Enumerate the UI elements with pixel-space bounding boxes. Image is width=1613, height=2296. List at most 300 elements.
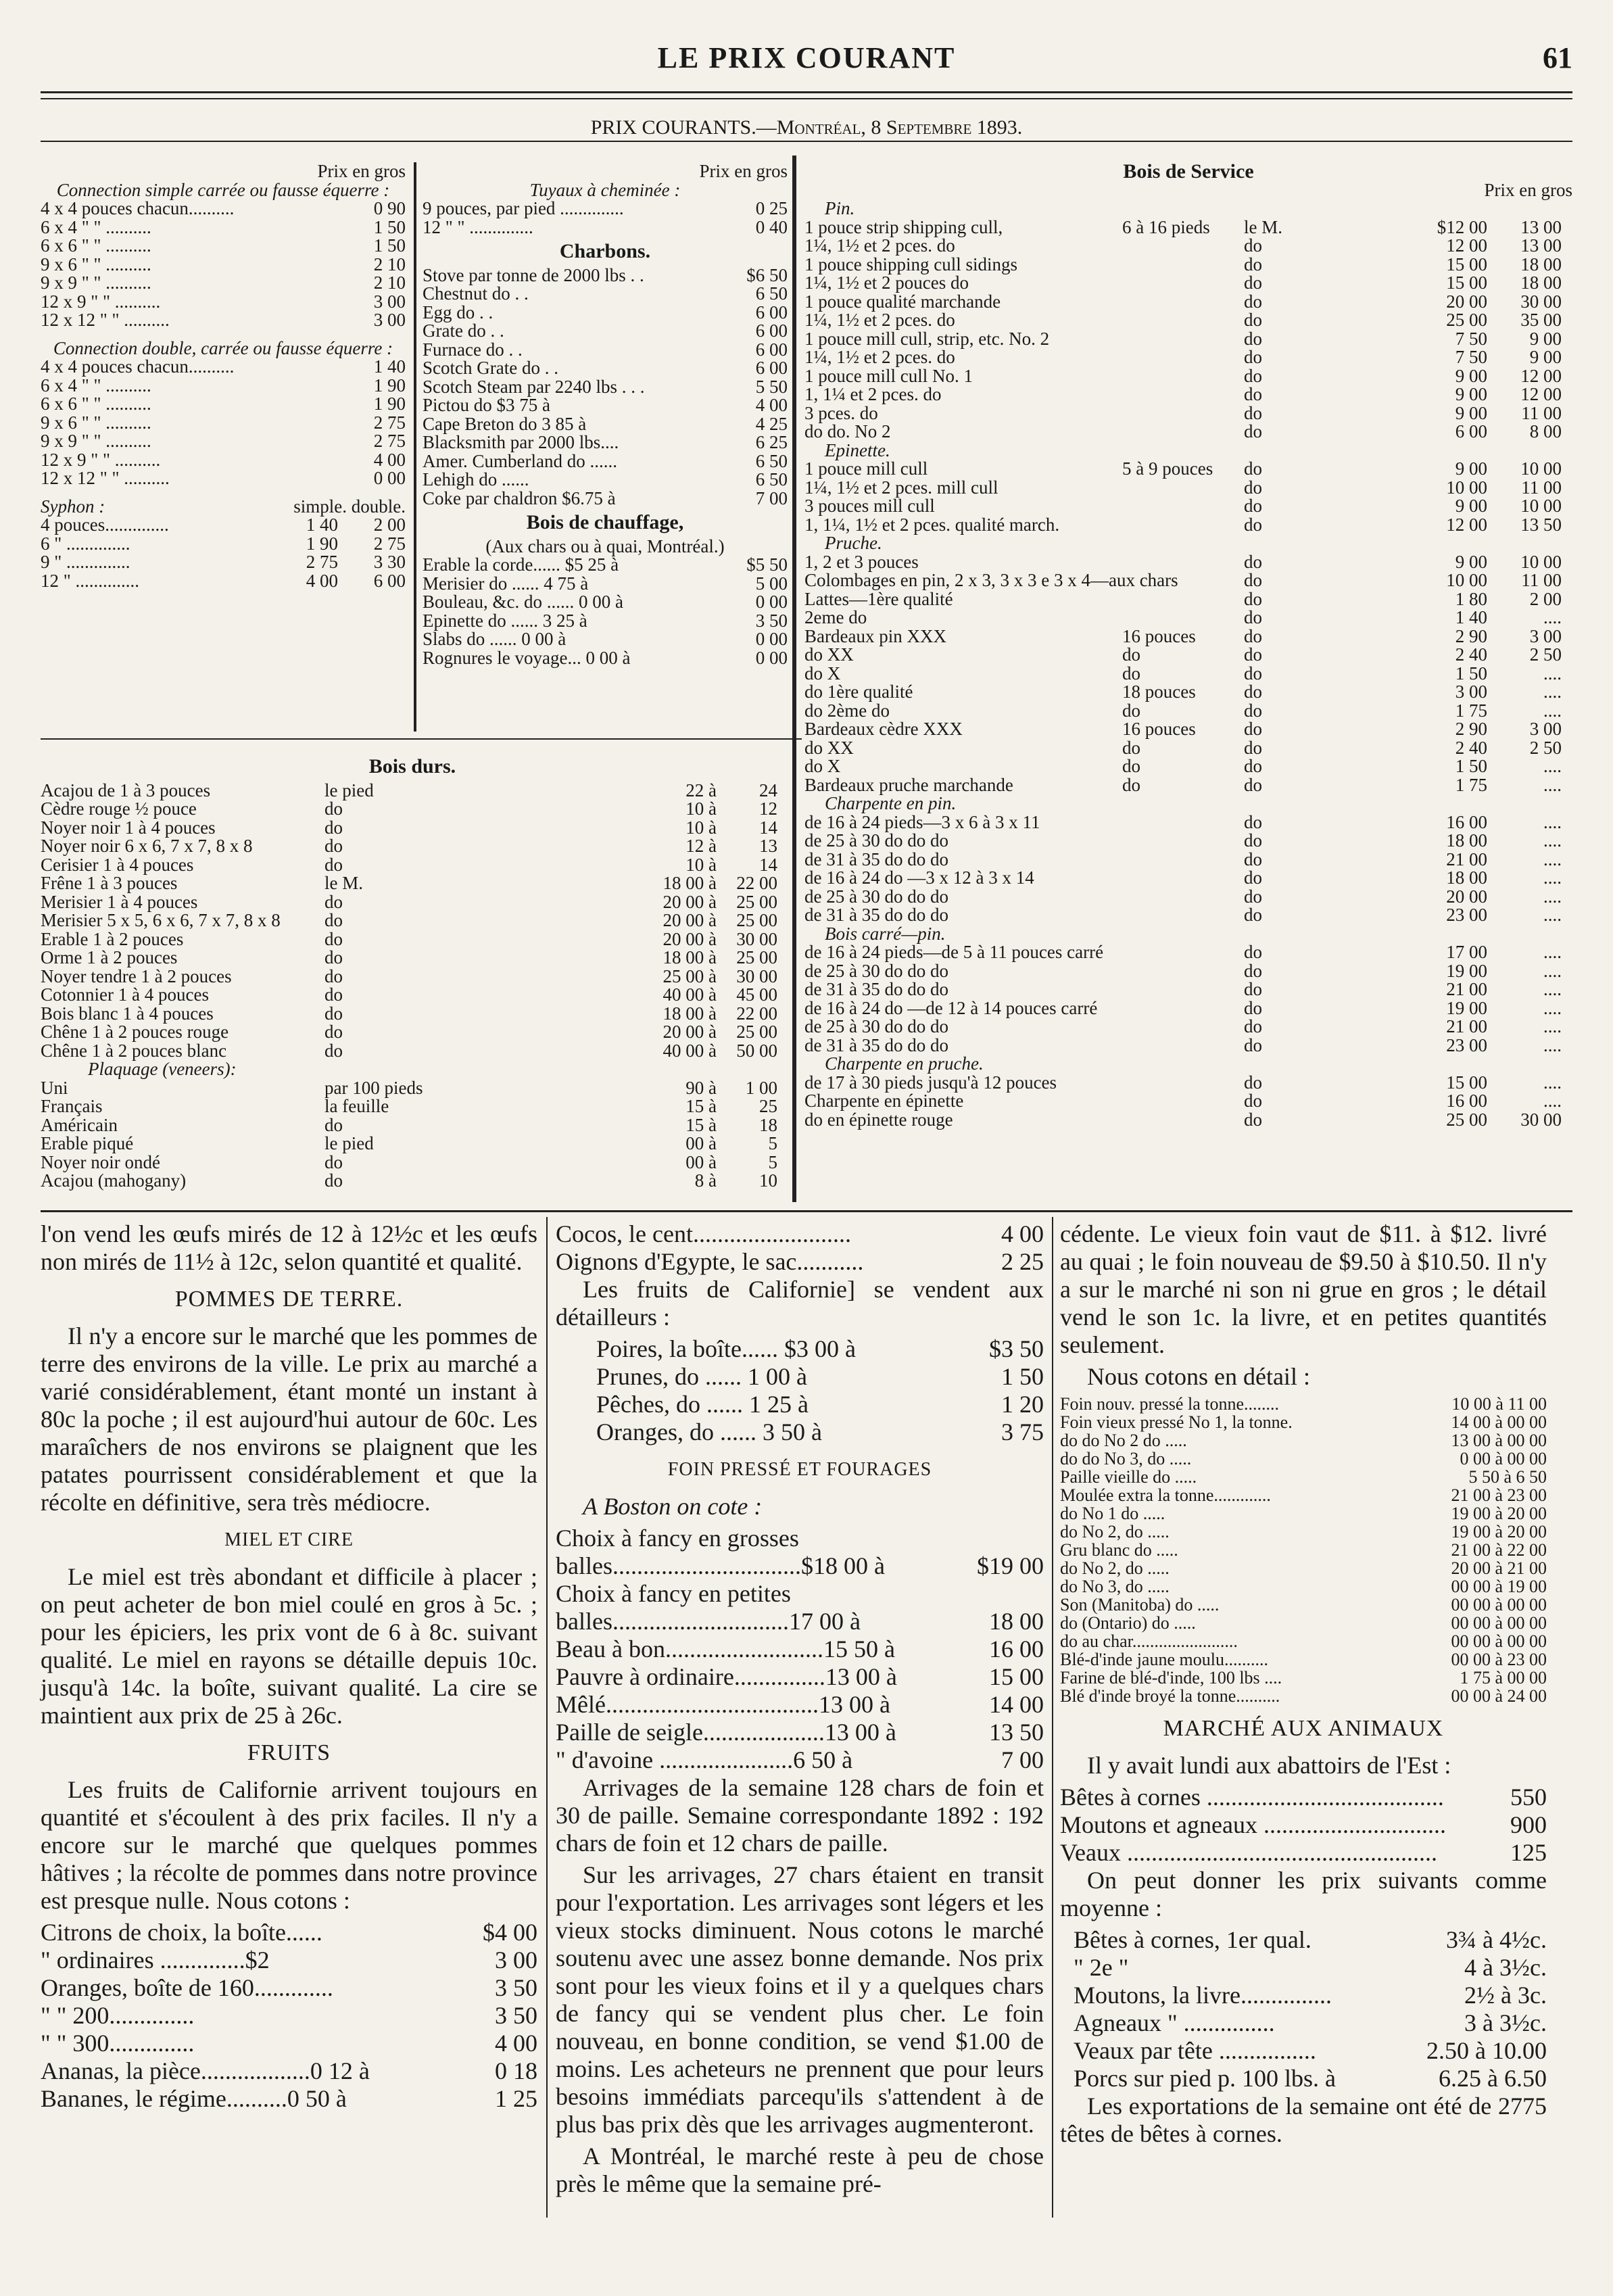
service-low: 15 00	[1446, 254, 1487, 274]
service-low: 7 50	[1455, 347, 1487, 367]
service-unit: do	[1244, 402, 1262, 423]
price-row	[41, 274, 406, 293]
item-label: " 2e "	[1074, 1954, 1129, 1981]
wood-name: Français	[41, 1096, 103, 1116]
service-high: ....	[1543, 830, 1562, 851]
item-label: Bananes, le régime..........0 50 à	[41, 2085, 347, 2112]
service-high: ....	[1543, 997, 1562, 1018]
item-price: 3 50	[495, 1974, 537, 2001]
subtitle-rule	[41, 141, 1572, 142]
service-unit: do	[1244, 310, 1262, 330]
price-simple: 1 40	[306, 515, 338, 535]
service-name: 1, 1¼ et 2 pces. do	[804, 384, 942, 404]
service-row	[804, 888, 1572, 907]
price-row	[556, 1580, 1044, 1608]
item-price: 6.25 à 6.50	[1439, 2065, 1547, 2092]
item-label: Citrons de choix, la boîte......	[41, 1919, 322, 1946]
service-name: do XX	[804, 737, 854, 758]
price-row	[41, 414, 406, 433]
price-row	[596, 1391, 1044, 1418]
service-size: 18 pouces	[1122, 681, 1196, 702]
item-label: do au char........................	[1060, 1631, 1238, 1651]
price-row	[556, 1608, 1044, 1635]
wood-high: 30 00	[736, 965, 777, 986]
service-row	[804, 423, 1572, 441]
service-size	[1122, 999, 1244, 1018]
service-row	[804, 627, 1572, 646]
service-unit: do	[1244, 496, 1262, 516]
item-price: 00 00 à 00 00	[1451, 1595, 1547, 1615]
item-price: 1 90	[373, 393, 406, 414]
service-name: de 31 à 35 do do do	[804, 979, 948, 999]
bottom-right-column	[1060, 1220, 1547, 2152]
wood-row	[41, 1172, 784, 1191]
service-low: 25 00	[1446, 1109, 1487, 1130]
heading-tuyaux: Tuyaux à cheminée :	[529, 179, 681, 200]
price-row	[423, 285, 788, 304]
item-label: Prunes, do ...... 1 00 à	[596, 1363, 807, 1390]
service-size: do	[1122, 644, 1140, 665]
wood-low: 10 à	[685, 798, 717, 819]
service-size: 16 pouces	[1122, 625, 1196, 646]
price-row	[423, 649, 788, 668]
service-unit: do	[1244, 1034, 1262, 1055]
service-high: 3 00	[1529, 719, 1562, 739]
bottom-middle-column	[556, 1220, 1044, 2202]
moyenne-list	[1060, 1926, 1547, 2092]
service-high: ....	[1543, 848, 1562, 869]
service-row	[804, 869, 1572, 888]
wood-unit: do	[324, 984, 343, 1005]
price-row	[41, 1919, 537, 1946]
service-size	[1122, 385, 1244, 404]
item-price: 1 50	[373, 216, 406, 237]
service-unit: do	[1244, 514, 1262, 535]
service-name: 1¼, 1½ et 2 pces. do	[804, 347, 955, 367]
service-name: do 1ère qualité	[804, 681, 913, 702]
price-row	[423, 593, 788, 612]
service-size: 5 à 9 pouces	[1122, 458, 1213, 479]
chauffage-note: (Aux chars ou à quai, Montréal.)	[485, 535, 725, 556]
heading-chauffage: Bois de chauffage,	[526, 511, 684, 533]
service-unit: do	[1244, 625, 1262, 646]
service-name: 1 pouce shipping cull sidings	[804, 254, 1017, 274]
price-double: 6 00	[373, 570, 406, 591]
wood-name: Acajou (mahogany)	[41, 1170, 187, 1191]
service-row	[804, 608, 1572, 627]
heading-bois-durs: Bois durs.	[368, 755, 456, 778]
price-row	[423, 452, 788, 471]
wood-name: Bois blanc 1 à 4 pouces	[41, 1003, 214, 1024]
price-row	[423, 556, 788, 575]
item-label: Veaux par tête ................	[1074, 2037, 1316, 2064]
price-row	[596, 1418, 1044, 1446]
heading-fruits: FRUITS	[247, 1740, 331, 1765]
service-high: 3 00	[1529, 625, 1562, 646]
service-subheading: Bois carré—pin.	[825, 923, 946, 944]
item-price: 14 00 à 00 00	[1451, 1412, 1547, 1432]
service-name: de 16 à 24 pieds—de 5 à 11 pouces carré	[804, 942, 1104, 962]
item-label: Choix à fancy en grosses	[556, 1525, 799, 1552]
service-unit: do	[1244, 551, 1262, 572]
wood-unit: do	[324, 817, 343, 838]
service-row	[804, 1055, 1572, 1074]
service-row	[804, 1092, 1572, 1111]
service-unit: do	[1244, 570, 1262, 590]
service-row	[804, 293, 1572, 312]
service-high: 13 50	[1520, 514, 1562, 535]
price-row	[1060, 1541, 1547, 1559]
abattoirs-paragraph: Il y avait lundi aux abattoirs de l'Est :	[1087, 1752, 1451, 1779]
service-name: Lattes—1ère qualité	[804, 588, 953, 609]
wood-high: 22 00	[736, 1003, 777, 1024]
service-unit: le M.	[1244, 216, 1282, 237]
wood-name: Américain	[41, 1114, 118, 1135]
service-name: do 2ème do	[804, 700, 890, 721]
service-size	[1122, 608, 1244, 627]
item-label: do do No 3, do .....	[1060, 1449, 1192, 1468]
price-row	[1060, 1431, 1547, 1450]
service-row	[804, 906, 1572, 925]
service-name: de 16 à 24 do —3 x 12 à 3 x 14	[804, 867, 1034, 888]
wood-low: 40 00 à	[663, 1040, 717, 1061]
syphon-list	[41, 516, 406, 590]
price-row	[423, 396, 788, 415]
service-size	[1122, 962, 1244, 981]
service-name: de 25 à 30 do do do	[804, 886, 948, 907]
heading-miel: MIEL ET CIRE	[224, 1529, 354, 1550]
item-price: $4 00	[483, 1919, 537, 1946]
wood-unit: do	[324, 1003, 343, 1024]
item-label: Son (Manitoba) do .....	[1060, 1595, 1220, 1615]
foin-prices-paragraph: cédente. Le vieux foin vaut de $11. à $12. livré au quai ; le foin nouveau de $9.50 à $10.50. Il n'y a sur le marché ni son ni grue en gros ; le détail vend le son 1c. la livre, et en petites quantités seulement.	[1060, 1220, 1547, 1358]
service-row	[804, 925, 1572, 944]
service-low: 9 00	[1455, 458, 1487, 479]
service-size	[1122, 906, 1244, 925]
service-name: 1¼, 1½ et 2 pces. do	[804, 235, 955, 256]
item-price: 5 50	[755, 376, 788, 397]
item-label: Oranges, do ...... 3 50 à	[596, 1418, 822, 1445]
service-high: ....	[1543, 1072, 1562, 1093]
service-low: 1 75	[1455, 700, 1487, 721]
service-high: 11 00	[1521, 402, 1562, 423]
item-price: $6 50	[746, 264, 788, 285]
service-high: ....	[1543, 886, 1562, 907]
service-low: 12 00	[1446, 514, 1487, 535]
service-high: ....	[1543, 1034, 1562, 1055]
californie-paragraph: Les fruits de Californie] se vendent aux détailleurs :	[556, 1276, 1044, 1331]
heading-charbons: Charbons.	[559, 240, 651, 262]
service-high: ....	[1543, 681, 1562, 702]
service-unit: do	[1244, 960, 1262, 981]
wood-low: 20 00 à	[663, 910, 717, 930]
service-unit: do	[1244, 997, 1262, 1018]
item-price: 5 50 à 6 50	[1468, 1467, 1547, 1487]
item-label: 6 " ..............	[41, 533, 130, 554]
service-high: 10 00	[1520, 496, 1562, 516]
item-price: 1 90	[373, 375, 406, 396]
service-low: 9 00	[1455, 496, 1487, 516]
price-row	[1060, 1523, 1547, 1541]
item-label: 12 x 9 " " ..........	[41, 291, 161, 312]
price-row	[41, 293, 406, 312]
service-low: $12 00	[1437, 216, 1487, 237]
prix-header: Prix en gros	[699, 161, 788, 181]
item-label: Moutons, la livre...............	[1074, 1982, 1332, 2009]
wood-name: Chêne 1 à 2 pouces blanc	[41, 1040, 227, 1061]
item-label: 6 x 6 " " ..........	[41, 235, 151, 256]
price-row	[41, 553, 406, 572]
service-high: 35 00	[1520, 310, 1562, 330]
service-size	[1122, 330, 1244, 349]
service-row	[804, 590, 1572, 609]
item-price: 00 00 à 00 00	[1451, 1613, 1547, 1633]
wood-row	[41, 1005, 784, 1024]
item-label: do do No 2 do .....	[1060, 1431, 1187, 1450]
californie-list	[556, 1335, 1044, 1446]
service-name: Colombages en pin, 2 x 3, 3 x 3 e 3 x 4—aux chars	[804, 570, 1178, 590]
item-label: Pauvre à ordinaire...............13 00 à	[556, 1663, 897, 1690]
wood-unit: do	[324, 965, 343, 986]
service-high: 2 50	[1529, 644, 1562, 665]
service-name: de 31 à 35 do do do	[804, 848, 948, 869]
service-high: ....	[1543, 905, 1562, 925]
fruits-price-list	[41, 1919, 537, 2113]
service-size	[1122, 256, 1244, 274]
service-size	[1122, 479, 1244, 498]
item-price: 6 50	[755, 283, 788, 304]
item-price: 1 25	[495, 2085, 537, 2112]
item-label: do No 2, do .....	[1060, 1522, 1170, 1541]
item-price: 14 00	[989, 1691, 1044, 1718]
service-name: 1¼, 1½ et 2 pces. mill cull	[804, 477, 998, 498]
service-name: do en épinette rouge	[804, 1109, 953, 1130]
item-price: 6 00	[755, 339, 788, 360]
item-price: 1 40	[373, 356, 406, 377]
wood-low: 00 à	[685, 1133, 717, 1153]
item-price: 6 00	[755, 302, 788, 322]
item-label: " ordinaires ..............$2	[41, 1946, 270, 1974]
service-row	[804, 199, 1572, 218]
price-row	[41, 2057, 537, 2085]
service-high: 12 00	[1520, 365, 1562, 386]
item-label: Cape Breton do 3 85 à	[423, 413, 587, 434]
service-size	[1122, 237, 1244, 256]
service-high: 11 00	[1521, 477, 1562, 498]
price-row	[596, 1363, 1044, 1391]
item-price: 00 00 à 23 00	[1451, 1650, 1547, 1669]
item-label: Pêches, do ...... 1 25 à	[596, 1391, 809, 1418]
item-label: Grate do . .	[423, 320, 504, 341]
price-row	[423, 612, 788, 631]
item-price: 3 50	[495, 2002, 537, 2029]
price-simple: 4 00	[306, 570, 338, 591]
item-price: 19 00 à 20 00	[1451, 1522, 1547, 1541]
item-price: 13 00 à 00 00	[1451, 1431, 1547, 1450]
service-row	[804, 571, 1572, 590]
service-size	[1122, 851, 1244, 869]
price-row	[423, 341, 788, 360]
wood-name: Cèdre rouge ½ pouce	[41, 798, 197, 819]
header-rule	[41, 91, 1572, 93]
miel-paragraph: Le miel est très abondant et difficile à placer ; on peut acheter de bon miel coulé en gros à 5c. ; pour les épiciers, les prix vont de 6 à 8c. suivant qualité. Le miel en rayons se détaille depuis 10c. jusqu'à 14c. la boîte, suivant qualité. La cire se maintient aux prix de 25 à 26c.	[41, 1563, 537, 1729]
item-label: Porcs sur pied p. 100 lbs. à	[1074, 2065, 1336, 2092]
service-size	[1122, 943, 1244, 962]
item-price: 1 75 à 00 00	[1460, 1668, 1547, 1688]
wood-unit: do	[324, 854, 343, 875]
price-row	[556, 1663, 1044, 1691]
item-label: do No 2, do .....	[1060, 1558, 1170, 1578]
price-row	[556, 1635, 1044, 1663]
service-name: 1¼, 1½ et 2 pces. do	[804, 310, 955, 330]
subtitle-prefix: PRIX COURANTS.—	[590, 116, 777, 139]
service-row	[804, 720, 1572, 739]
item-label: Coke par chaldron $6.75 à	[423, 487, 616, 508]
service-name: Bardeaux pruche marchande	[804, 774, 1013, 795]
wood-low: 20 00 à	[663, 1022, 717, 1042]
service-unit: do	[1244, 737, 1262, 758]
item-price: 00 00 à 00 00	[1451, 1631, 1547, 1651]
item-price: 00 00 à 19 00	[1451, 1577, 1547, 1596]
item-label: 12 x 12 " " ..........	[41, 310, 170, 330]
item-price: 19 00 à 20 00	[1451, 1504, 1547, 1523]
item-label: Bêtes à cornes, 1er qual.	[1074, 1926, 1311, 1953]
heading-plaquage: Plaquage (veneers):	[88, 1059, 237, 1079]
animaux-list	[1060, 1784, 1547, 1867]
service-size	[1122, 869, 1244, 888]
item-price: 20 00 à 21 00	[1451, 1558, 1547, 1578]
service-low: 21 00	[1446, 979, 1487, 999]
item-price: 1 50	[373, 235, 406, 256]
service-row	[804, 460, 1572, 479]
service-subheading: Pin.	[825, 198, 855, 218]
service-row	[804, 553, 1572, 572]
service-size: do	[1122, 700, 1140, 721]
service-unit: do	[1244, 1016, 1262, 1036]
wood-row	[41, 1079, 784, 1098]
wood-high: 25	[759, 1096, 777, 1116]
price-row	[1074, 1926, 1547, 1954]
wood-row	[41, 782, 784, 800]
price-row	[41, 395, 406, 414]
wood-name: Erable piqué	[41, 1133, 134, 1153]
wood-row	[41, 837, 784, 856]
service-row	[804, 404, 1572, 423]
item-price: 3 00	[373, 291, 406, 312]
service-unit: do	[1244, 979, 1262, 999]
service-name: do XX	[804, 644, 854, 665]
item-label: 12 x 9 " " ..........	[41, 449, 161, 470]
service-row	[804, 348, 1572, 367]
item-label: Blé d'inde broyé la tonne..........	[1060, 1686, 1280, 1706]
wood-name: Noyer noir 6 x 6, 7 x 7, 8 x 8	[41, 836, 253, 856]
item-label: Poires, la boîte...... $3 00 à	[596, 1335, 856, 1362]
syphon-cols: simple. double.	[293, 496, 406, 517]
item-price: $3 50	[989, 1335, 1044, 1362]
service-size	[1122, 1074, 1244, 1093]
price-row	[41, 2085, 537, 2113]
service-size	[1122, 423, 1244, 441]
price-row	[41, 516, 406, 535]
service-high: 18 00	[1520, 254, 1562, 274]
price-row	[423, 266, 788, 285]
wood-high: 5	[768, 1133, 777, 1153]
item-label: " d'avoine ......................6 50 à	[556, 1746, 853, 1773]
price-row	[423, 359, 788, 378]
service-low: 9 00	[1455, 402, 1487, 423]
wood-name: Noyer noir 1 à 4 pouces	[41, 817, 216, 838]
wood-unit: la feuille	[324, 1096, 389, 1116]
service-name: de 25 à 30 do do do	[804, 960, 948, 981]
price-row	[1060, 1669, 1547, 1687]
wood-high: 5	[768, 1151, 777, 1172]
heading-pommes: POMMES DE TERRE.	[174, 1287, 404, 1312]
price-row	[1074, 2037, 1547, 2065]
service-row	[804, 237, 1572, 256]
wood-unit: do	[324, 947, 343, 967]
item-price: $19 00	[977, 1552, 1044, 1579]
service-row	[804, 534, 1572, 553]
service-low: 1 75	[1455, 774, 1487, 795]
wood-unit: do	[324, 1114, 343, 1135]
heading-connection-double: Connection double, carrée ou fausse équerre :	[53, 337, 393, 358]
plaquage-list	[41, 1079, 784, 1191]
service-row	[804, 367, 1572, 386]
pommes-paragraph: Il n'y a encore sur le marché que les pommes de terre des environs de la ville. Le prix au marché a varié considérablement, étant monté un instant à 80c la poche ; il est aujourd'hui autour de 60c. Les maraîchers de nos environs se plaignent que les patates pourrissent considérablement et que la récolte en définitive, sera très médiocre.	[41, 1322, 537, 1516]
item-label: 9 pouces, par pied ..............	[423, 198, 624, 218]
service-row	[804, 813, 1572, 832]
subtitle-date: Montréal, 8 Septembre 1893.	[776, 116, 1023, 139]
item-price: 4 00	[495, 2030, 537, 2057]
service-high: 10 00	[1520, 551, 1562, 572]
item-label: 6 x 4 " " ..........	[41, 216, 151, 237]
service-low: 21 00	[1446, 1016, 1487, 1036]
item-price: 3¾ à 4½c.	[1446, 1926, 1547, 1953]
price-row	[41, 432, 406, 451]
service-row	[804, 1018, 1572, 1036]
service-low: 2 90	[1455, 719, 1487, 739]
price-row	[1060, 1632, 1547, 1650]
item-label: 12 " ..............	[41, 570, 140, 591]
exportations-paragraph: Les exportations de la semaine ont été de 2775 têtes de bêtes à cornes.	[1060, 2092, 1547, 2147]
item-price: 6 25	[755, 432, 788, 452]
service-unit: do	[1244, 421, 1262, 441]
service-row	[804, 218, 1572, 237]
item-label: Moutons et agneaux ..............................	[1060, 1811, 1446, 1838]
wood-high: 25 00	[736, 910, 777, 930]
service-name: 1 pouce mill cull, strip, etc. No. 2	[804, 328, 1050, 349]
service-low: 25 00	[1446, 310, 1487, 330]
service-low: 23 00	[1446, 905, 1487, 925]
service-low: 18 00	[1446, 830, 1487, 851]
service-subheading: Epinette.	[825, 439, 890, 460]
transit-paragraph: Sur les arrivages, 27 chars étaient en transit pour l'exportation. Les arrivages sont légers et les vieux stocks diminuent. Nous cotons le marché soutenu avec une assez bonne demande. Nos prix sont pour les vieux foins et il y a quelques chars de fancy qui se vendent plus cher. Le foin nouveau, en bonne condition, se vend $1.00 de moins. Les acheteurs ne prennent que pour leurs besoins immédiats parcequ'ils s'attendent à de plus bas prix dès que les arrivages augmenteront.	[556, 1861, 1044, 2138]
wood-row	[41, 800, 784, 819]
item-price: 0 40	[755, 216, 788, 237]
price-row	[1060, 1650, 1547, 1669]
heading-bois-service: Bois de Service	[1123, 160, 1254, 183]
item-price: 900	[1510, 1811, 1547, 1838]
service-high: ....	[1543, 756, 1562, 776]
wood-row	[41, 1023, 784, 1042]
service-row	[804, 739, 1572, 758]
item-label: Bouleau, &c. do ...... 0 00 à	[423, 592, 623, 612]
item-price: 6 00	[755, 320, 788, 341]
boston-label: A Boston on cote :	[583, 1493, 763, 1520]
wood-high: 22 00	[736, 873, 777, 893]
service-high: 2 50	[1529, 737, 1562, 758]
wood-row	[41, 1097, 784, 1116]
